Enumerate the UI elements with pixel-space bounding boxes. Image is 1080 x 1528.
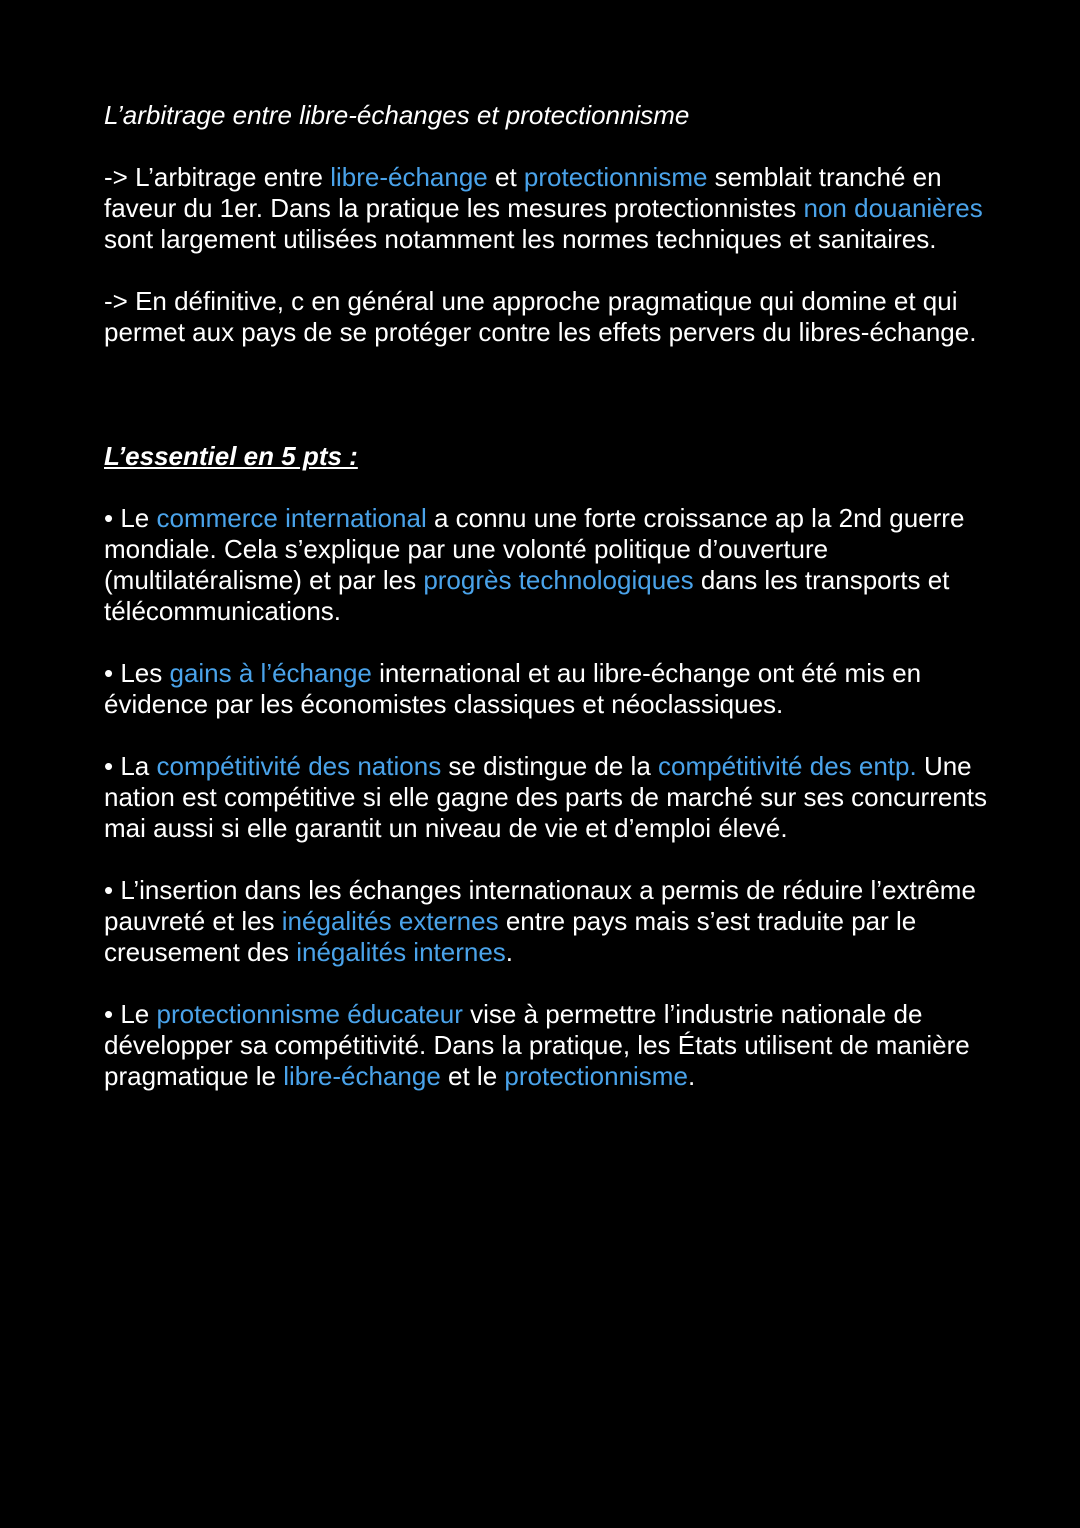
- bullet-item: [104, 503, 1004, 627]
- text-run: -> L’arbitrage entre: [104, 162, 331, 192]
- highlighted-term: inégalités externes: [281, 906, 499, 936]
- highlighted-term: libre-échange: [283, 1061, 441, 1091]
- highlighted-term: compétitivité des entp.: [658, 751, 917, 781]
- text-run: • Les: [104, 658, 170, 688]
- highlighted-term: protectionnisme: [504, 1061, 688, 1091]
- text-run: sont largement utilisées notamment les normes techniques et sanitaires.: [104, 224, 937, 254]
- document-page: [104, 100, 1004, 1092]
- highlighted-term: compétitivité des nations: [156, 751, 442, 781]
- highlighted-term: libre-échange: [330, 162, 488, 192]
- text-run: a connu une forte croissance ap la 2nd guerre mondiale. Cela s’explique par une volonté politique d’ouverture (multilatéralisme) et par les: [104, 503, 965, 595]
- text-run: • L’insertion dans les échanges internationaux a permis de réduire l’extrême pauvreté et les: [104, 875, 976, 936]
- text-run: • Le: [104, 999, 157, 1029]
- text-run: entre pays mais s’est traduite par le creusement des: [104, 906, 917, 967]
- highlighted-term: non douanières: [803, 193, 983, 223]
- section-subtitle: L’arbitrage entre libre-échanges et protectionnisme: [104, 100, 690, 130]
- text-run: .: [505, 937, 514, 967]
- highlighted-term: gains à l’échange: [169, 658, 372, 688]
- highlighted-term: protectionnisme éducateur: [156, 999, 463, 1029]
- text-run: et le: [440, 1061, 505, 1091]
- bullet-item: [104, 658, 1004, 720]
- text-run: semblait tranché en faveur du 1er. Dans la pratique les mesures protectionnistes: [104, 162, 942, 223]
- highlighted-term: commerce international: [156, 503, 427, 533]
- bullet-item: [104, 999, 1004, 1092]
- bullet-item: [104, 751, 1004, 844]
- text-run: se distingue de la: [441, 751, 659, 781]
- text-run: -> En définitive, c en général une approche pragmatique qui domine et qui permet aux pays de se protéger contre les effets pervers du libres-échange.: [104, 286, 977, 347]
- highlighted-term: progrès technologiques: [423, 565, 694, 595]
- text-run: vise à permettre l’industrie nationale de développer sa compétitivité. Dans la pratique, les États utilisent de manière pragmatique le: [104, 999, 970, 1091]
- highlighted-term: protectionnisme: [523, 162, 708, 192]
- text-run: .: [687, 1061, 696, 1091]
- summary-heading: L’essentiel en 5 pts :: [104, 441, 358, 471]
- text-run: et: [487, 162, 524, 192]
- text-run: international et au libre-échange ont été mis en évidence par les économistes classiques et néoclassiques.: [104, 658, 922, 719]
- highlighted-term: inégalités internes: [296, 937, 506, 967]
- text-run: • La: [104, 751, 157, 781]
- paragraph: [104, 286, 1004, 348]
- bullet-item: [104, 875, 1004, 968]
- paragraph: [104, 162, 1004, 255]
- text-run: Une nation est compétitive si elle gagne des parts de marché sur ses concurrents mai aussi si elle garantit un niveau de vie et d’emploi élevé.: [104, 751, 988, 843]
- text-run: • Le: [104, 503, 157, 533]
- text-run: dans les transports et télécommunications.: [104, 565, 950, 626]
